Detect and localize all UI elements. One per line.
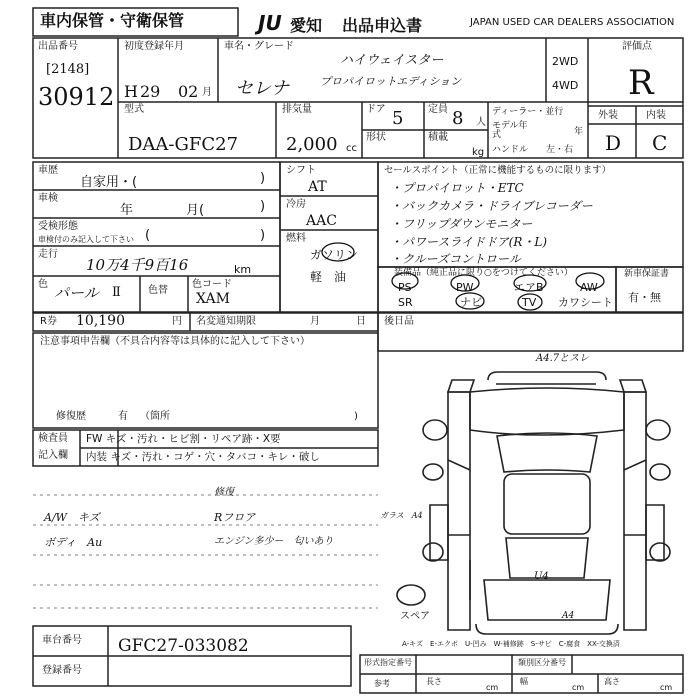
- color-label: 色: [38, 279, 48, 290]
- form-title: 出品申込書: [342, 16, 423, 35]
- month-suffix: 月: [202, 87, 212, 98]
- diagram-top-note: A4.7とスレ: [536, 353, 590, 364]
- acceptance-open: (: [145, 228, 151, 243]
- grade-label: 評価点: [622, 41, 652, 52]
- damage-legend: A-キズ E-エクボ U-凹み W-補修跡 S-サビ C-腐食 XX-交換済: [402, 640, 620, 648]
- selling-points-label: セールスポイント（正常に機能するものに限ります）: [384, 165, 612, 176]
- model-year-suffix: 年: [574, 127, 584, 137]
- warranty-label: 新車保証書: [624, 269, 670, 279]
- name-change-month: 月: [310, 316, 320, 327]
- diagram-mid-note: U4: [534, 571, 549, 582]
- inspection-month-label: 月(: [186, 203, 205, 218]
- lot-number-label: 出品番号: [38, 41, 78, 52]
- height-unit: cm: [660, 683, 673, 692]
- equipment-leather-seat: カワシート: [558, 296, 613, 309]
- equipment-sr: SR: [398, 296, 413, 309]
- warranty-value: 有・無: [628, 291, 661, 304]
- displacement-value: 2,000: [286, 134, 338, 155]
- height-label: 高さ: [604, 677, 620, 686]
- car-name-label: 車名・グレード: [224, 41, 294, 52]
- chassis-number-value: GFC27-033082: [118, 636, 249, 656]
- mileage-unit: km: [234, 263, 252, 276]
- interior-label: 内装: [646, 110, 666, 121]
- doors-value: 5: [392, 108, 404, 129]
- selling-point-5: ・クルーズコントロール: [390, 252, 521, 266]
- history-label: 車歴: [38, 165, 58, 176]
- capacity-value: 8: [452, 108, 464, 129]
- grade-line-2: プロパイロットエディション: [320, 75, 462, 88]
- car-diagram: [397, 372, 670, 634]
- shift-label: シフト: [286, 165, 316, 176]
- interior-value: C: [652, 131, 668, 155]
- color-value: パール: [54, 284, 99, 302]
- capacity-label: 定員: [428, 104, 448, 115]
- shift-value: AT: [308, 179, 327, 195]
- model-year-label: モデル年式: [492, 121, 528, 140]
- later-items-label: 後日品: [384, 316, 414, 327]
- category-number-label: 類別区分番号: [518, 658, 566, 667]
- notes-label: 注意事項申告欄（不具合内容等は具体的に記入して下さい）: [40, 336, 310, 347]
- handwritten-note-5: ガラス A4: [380, 511, 423, 520]
- length-label: 長さ: [426, 677, 442, 686]
- repair-history-value: 有: [118, 411, 128, 422]
- equipment-navi: ナビ: [460, 296, 482, 309]
- doors-label: ドア: [366, 104, 386, 115]
- diagram-bottom-note: A4: [562, 611, 575, 621]
- handwritten-note-3-title: 修復: [214, 487, 234, 498]
- inspection-year-label: 年: [120, 203, 134, 218]
- name-change-day: 日: [356, 316, 366, 327]
- name-change-label: 名変通知期限: [196, 316, 256, 327]
- equipment-pw: PW: [456, 281, 474, 294]
- registration-era: H: [124, 82, 138, 101]
- chassis-number-label: 車台番号: [42, 635, 82, 646]
- drive-4wd: 4WD: [552, 79, 579, 92]
- inspection-label: 車検: [38, 193, 58, 204]
- history-value: 自家用・(: [80, 175, 138, 190]
- selling-point-1: ・プロパイロット・ETC: [390, 181, 524, 195]
- displacement-label: 排気量: [282, 104, 312, 115]
- inspection-close: ): [260, 199, 266, 214]
- payload-unit: kg: [472, 147, 485, 158]
- color-change-label: 色替: [148, 285, 168, 296]
- dealer-label: ディーラー・並行: [492, 107, 564, 117]
- recycle-label: R券: [40, 316, 57, 327]
- length-unit: cm: [486, 683, 499, 692]
- recycle-unit: 円: [172, 316, 182, 327]
- color-code-label: 色コード: [192, 279, 232, 290]
- model-code-label: 型式: [124, 104, 144, 115]
- ac-value: AAC: [306, 213, 337, 229]
- inspector-row-2: 内装 キズ・汚れ・コゲ・穴・タバコ・キレ・破し: [86, 451, 320, 463]
- repair-history-label: 修復歴: [56, 411, 86, 422]
- fuel-gasoline: ガソリン: [310, 248, 359, 262]
- handwritten-note-4: エンジン多少ー 匂いあり: [214, 536, 334, 547]
- handle-options: 左・右: [546, 145, 574, 155]
- color-suffix: Ⅱ: [112, 285, 121, 300]
- first-registration-label: 初度登録年月: [124, 41, 184, 52]
- equipment-tv: TV: [522, 296, 537, 309]
- ac-label: 冷房: [286, 199, 306, 210]
- type-designation-label: 形式指定番号: [364, 658, 412, 667]
- spare-tire-label: スペア: [400, 611, 430, 622]
- registration-month: 02: [178, 82, 199, 101]
- selling-point-4: ・パワースライドドア(R・L): [390, 235, 548, 249]
- car-name: セレナ: [235, 78, 289, 99]
- equipment-ps: PS: [398, 281, 412, 294]
- equipment-aw: AW: [580, 281, 598, 294]
- shape-label: 形状: [366, 132, 386, 143]
- grade-line-1: ハイウェイスター: [340, 53, 444, 68]
- registration-year: 29: [140, 82, 161, 101]
- recycle-value: 10,190: [76, 313, 125, 329]
- repair-place-label: （箇所: [140, 411, 170, 422]
- registration-number-label: 登録番号: [42, 665, 82, 676]
- width-label: 幅: [520, 677, 528, 686]
- acceptance-close: ): [260, 228, 266, 243]
- displacement-unit: cc: [346, 143, 357, 154]
- reference-label: 参考: [374, 679, 390, 688]
- inspector-label: 検査員: [38, 433, 68, 444]
- payload-label: 積載: [428, 132, 448, 143]
- handwritten-note-3: Rフロア: [214, 511, 256, 524]
- mileage-value: 10万4千9百16: [86, 256, 189, 274]
- exterior-value: D: [605, 131, 622, 155]
- color-code-value: XAM: [196, 291, 230, 307]
- repair-place-close: ): [354, 411, 358, 422]
- drive-2wd: 2WD: [552, 55, 579, 68]
- handwritten-note-2: ボディ Au: [44, 536, 103, 549]
- lot-number: 30912: [38, 83, 115, 111]
- exterior-label: 外装: [598, 110, 618, 121]
- acceptance-note: 車検付のみ記入して下さい: [38, 235, 134, 244]
- equipment-label: 装備品（純正品に限り○をつけてください）: [394, 268, 573, 278]
- model-code: DAA-GFC27: [128, 134, 239, 155]
- fuel-label: 燃料: [286, 233, 306, 244]
- fuel-diesel: 軽 油: [310, 270, 347, 284]
- lot-sub-number: [2148]: [46, 62, 90, 77]
- selling-point-3: ・フリップダウンモニター: [390, 217, 533, 231]
- equipment-airbag: エアB: [514, 281, 544, 294]
- handwritten-note-1: A/W キズ: [44, 511, 100, 524]
- handle-label: ハンドル: [492, 145, 529, 155]
- history-close: ): [260, 171, 266, 186]
- storage-box-title: 車内保管・守衛保管: [40, 11, 185, 30]
- acceptance-label: 受検形態: [38, 221, 78, 232]
- inspector-row-1: FW キズ・汚れ・ヒビ割・リペア跡・X要: [86, 433, 281, 445]
- width-unit: cm: [572, 683, 585, 692]
- inspector-entry-label: 記入欄: [38, 450, 68, 461]
- org-english-name: JAPAN USED CAR DEALERS ASSOCIATION: [470, 17, 675, 28]
- org-name: 愛知: [290, 16, 323, 35]
- grade-value: R: [628, 63, 654, 103]
- ju-logo: JU: [258, 11, 282, 35]
- mileage-label: 走行: [38, 249, 58, 260]
- selling-point-2: ・バックカメラ・ドライブレコーダー: [390, 199, 593, 213]
- capacity-unit: 人: [476, 117, 486, 128]
